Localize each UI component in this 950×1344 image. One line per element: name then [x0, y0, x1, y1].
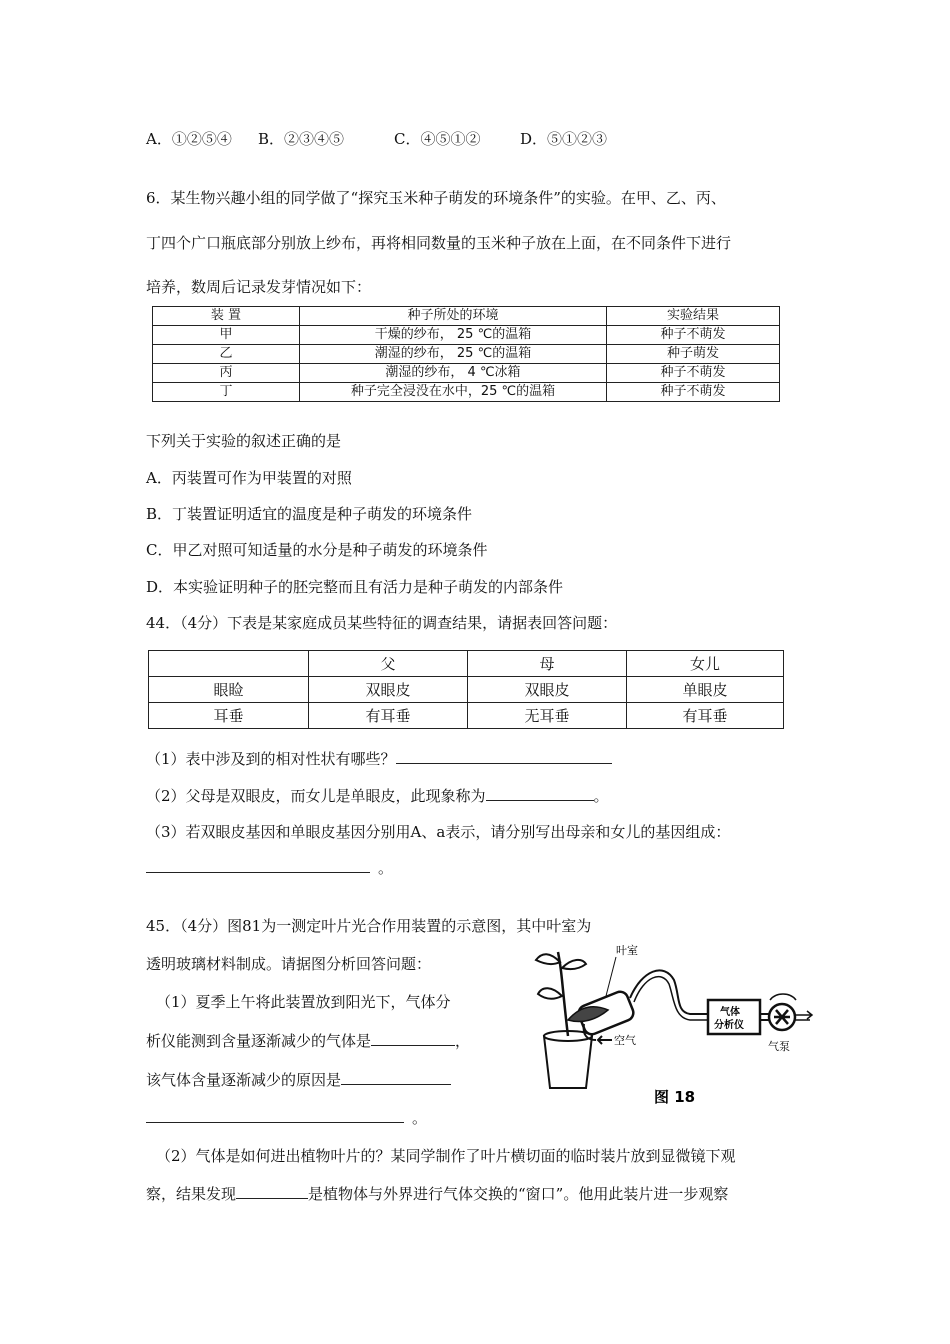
flower-pot — [544, 1036, 592, 1088]
table-header-row — [149, 651, 784, 677]
q5-option-b: B．②③④⑤ — [258, 130, 345, 148]
table-cell: 种子不萌发 — [607, 364, 780, 383]
table-header-row — [153, 307, 780, 326]
q6-line-3: 培养，数周后记录发芽情况如下： — [146, 278, 372, 296]
header-cell — [149, 651, 309, 677]
q44-table — [148, 650, 784, 729]
table-cell: 双眼皮 — [309, 677, 468, 703]
q45-line-8 — [146, 1183, 728, 1204]
q6-question: 下列关于实验的叙述正确的是 — [146, 432, 342, 450]
answer-blank[interactable] — [341, 1070, 451, 1085]
answer-blank[interactable] — [396, 749, 612, 764]
table-cell: 眼睑 — [149, 677, 309, 703]
air-label: 空气 — [614, 1034, 636, 1047]
table-cell: 潮湿的纱布， 4 ℃冰箱 — [300, 364, 607, 383]
table-cell: 无耳垂 — [468, 703, 627, 729]
table-row — [153, 383, 780, 402]
q44-title: 44．（4分）下表是某家庭成员某些特征的调查结果，请据表回答问题： — [146, 614, 618, 632]
q45-line-7: （2）气体是如何进出植物叶片的？某同学制作了叶片横切面的临时装片放到显微镜下观 — [156, 1147, 736, 1165]
table-cell: 种子完全浸没在水中，25 ℃的温箱 — [300, 383, 607, 402]
q6-option-b: B．丁装置证明适宜的温度是种子萌发的环境条件 — [146, 505, 473, 523]
header-cell: 母 — [468, 651, 627, 677]
q45-line-2: 透明玻璃材料制成。请据图分析回答问题： — [146, 955, 432, 973]
answer-blank[interactable] — [486, 786, 594, 801]
q45-line-8-text-a: 察，结果发现 — [146, 1185, 237, 1203]
leaf — [536, 954, 560, 964]
answer-blank[interactable] — [146, 858, 370, 873]
q44-sub-2 — [146, 785, 609, 806]
table-cell: 耳垂 — [149, 703, 309, 729]
header-cell: 父 — [309, 651, 468, 677]
answer-blank[interactable] — [146, 1108, 404, 1123]
table-cell: 丁 — [153, 383, 300, 402]
table-cell: 有耳垂 — [309, 703, 468, 729]
q45-line-5 — [146, 1069, 451, 1090]
table-row — [149, 703, 784, 729]
answer-blank[interactable] — [236, 1184, 308, 1199]
q6-option-d: D．本实验证明种子的胚完整而且有活力是种子萌发的内部条件 — [146, 578, 564, 596]
q45-line-6-end: 。 — [412, 1109, 428, 1127]
q45-line-4-text: 析仪能测到含量逐渐减少的气体是 — [146, 1032, 372, 1050]
q5-options — [146, 128, 607, 149]
q44-sub-1-text: （1）表中涉及到的相对性状有哪些？ — [146, 750, 396, 768]
q6-option-c: C．甲乙对照可知适量的水分是种子萌发的环境条件 — [146, 541, 488, 559]
q6-line-1: 6．某生物兴趣小组的同学做了“探究玉米种子萌发的环境条件”的实验。在甲、乙、丙、 — [146, 189, 726, 207]
analyzer-label-line2: 分析仪 — [714, 1020, 744, 1031]
q45-line-8-text-b: 是植物体与外界进行气体交换的“窗口”。他用此装片进一步观察 — [308, 1185, 729, 1203]
table-cell: 干燥的纱布， 25 ℃的温箱 — [300, 326, 607, 345]
table-row — [149, 677, 784, 703]
answer-blank[interactable] — [371, 1031, 455, 1046]
table-cell: 潮湿的纱布， 25 ℃的温箱 — [300, 345, 607, 364]
header-cell: 种子所处的环境 — [300, 307, 607, 326]
label-pointer — [606, 957, 616, 996]
q45-line-3: （1）夏季上午将此装置放到阳光下，气体分 — [156, 993, 451, 1011]
rotation-arrow-icon — [770, 994, 796, 1000]
table-cell: 双眼皮 — [468, 677, 627, 703]
q6-table — [152, 306, 780, 402]
table-row — [153, 364, 780, 383]
figure-caption: 图 18 — [654, 1088, 696, 1106]
q45-line-4 — [146, 1030, 470, 1051]
table-cell: 种子不萌发 — [607, 383, 780, 402]
header-cell: 实验结果 — [607, 307, 780, 326]
outflow-arrow-icon — [795, 1011, 812, 1020]
q6-line-2: 丁四个广口瓶底部分别放上纱布，再将相同数量的玉米种子放在上面，在不同条件下进行 — [146, 234, 732, 252]
table-cell: 甲 — [153, 326, 300, 345]
header-cell: 装 置 — [153, 307, 300, 326]
air-arrow — [598, 1036, 612, 1044]
table-row — [153, 326, 780, 345]
photosynthesis-apparatus-figure — [524, 940, 814, 1115]
q6-option-a: A．丙装置可作为甲装置的对照 — [146, 469, 352, 487]
table-cell: 单眼皮 — [627, 677, 784, 703]
q45-line-1: 45．（4分）图81为一测定叶片光合作用装置的示意图，其中叶室为 — [146, 917, 592, 935]
leaf — [538, 988, 562, 999]
table-cell: 乙 — [153, 345, 300, 364]
table-cell: 有耳垂 — [627, 703, 784, 729]
q45-line-5-text: 该气体含量逐渐减少的原因是 — [146, 1071, 342, 1089]
table-row — [153, 345, 780, 364]
q45-line-4-end: ， — [455, 1032, 471, 1050]
q5-option-c: C．④⑤①② — [394, 130, 481, 148]
q5-option-a: A．①②⑤④ — [146, 130, 232, 148]
table-cell: 种子萌发 — [607, 345, 780, 364]
connecting-tube — [630, 970, 708, 1014]
q44-sub-3-end: 。 — [378, 859, 394, 877]
q5-option-d: D．⑤①②③ — [520, 130, 608, 148]
q45-line-6 — [146, 1107, 427, 1128]
q44-sub-2-end: 。 — [593, 787, 609, 805]
q44-sub-1 — [146, 748, 612, 769]
analyzer-label-line1: 气体 — [720, 1007, 740, 1018]
pump-label: 气泵 — [768, 1040, 790, 1053]
q44-sub-3-answer — [146, 857, 393, 878]
table-cell: 种子不萌发 — [607, 326, 780, 345]
q44-sub-2-text: （2）父母是双眼皮，而女儿是单眼皮，此现象称为 — [146, 787, 486, 805]
table-cell: 丙 — [153, 364, 300, 383]
header-cell: 女儿 — [627, 651, 784, 677]
q44-sub-3: （3）若双眼皮基因和单眼皮基因分别用A、a表示，请分别写出母亲和女儿的基因组成： — [146, 823, 731, 841]
leaf-chamber-label: 叶室 — [616, 944, 638, 957]
leaf — [562, 960, 586, 969]
